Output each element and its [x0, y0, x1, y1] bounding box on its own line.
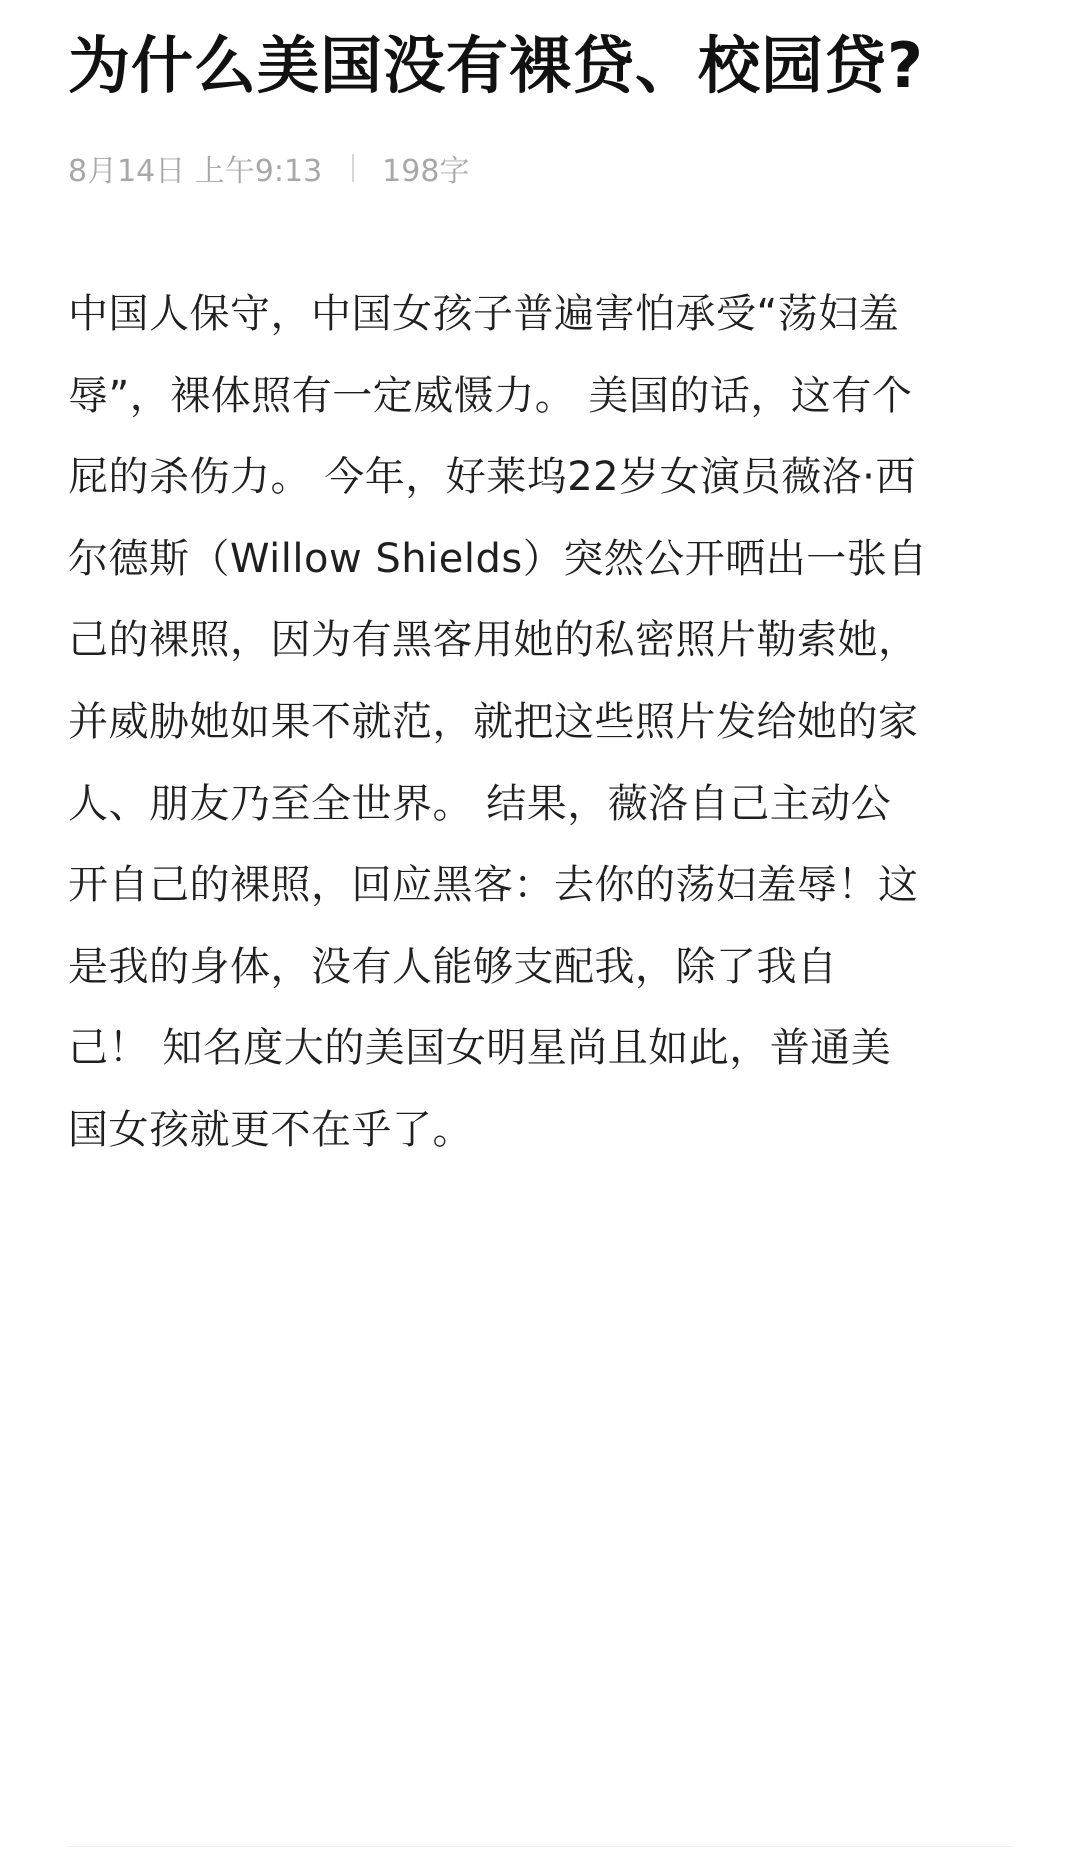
note-meta [68, 148, 1028, 188]
body-line: 屁的杀伤力。 今年，好莱坞22岁女演员薇洛·西 [68, 454, 916, 501]
body-line: 并威胁她如果不就范，就把这些照片发给她的家 [68, 698, 919, 745]
body-line: 己的裸照，因为有黑客用她的私密照片勒索她， [68, 617, 919, 664]
note-body[interactable] [68, 274, 1028, 1172]
bottom-divider [68, 1846, 1012, 1847]
body-line: 己！ 知名度大的美国女明星尚且如此，普通美 [68, 1025, 892, 1072]
meta-divider [352, 154, 354, 182]
body-line: 国女孩就更不在乎了。 [68, 1106, 473, 1153]
body-line: 人、朋友乃至全世界。 结果，薇洛自己主动公 [68, 780, 892, 827]
body-line: 是我的身体，没有人能够支配我，除了我自 [68, 943, 838, 990]
body-line: 辱”，裸体照有一定威慑力。 美国的话，这有个 [68, 372, 913, 419]
note-title: 为什么美国没有裸贷、校园贷? [68, 29, 924, 102]
note-date: 8月14日 上午9:13 [68, 154, 323, 189]
note-word-count: 198字 [382, 154, 470, 189]
body-line: 开自己的裸照，回应黑客：去你的荡妇羞辱！这 [68, 862, 919, 909]
body-line: 中国人保守，中国女孩子普遍害怕承受“荡妇羞 [68, 291, 900, 337]
body-line: 尔德斯（Willow Shields）突然公开晒出一张自 [68, 535, 928, 582]
note-view [68, 0, 1028, 1172]
